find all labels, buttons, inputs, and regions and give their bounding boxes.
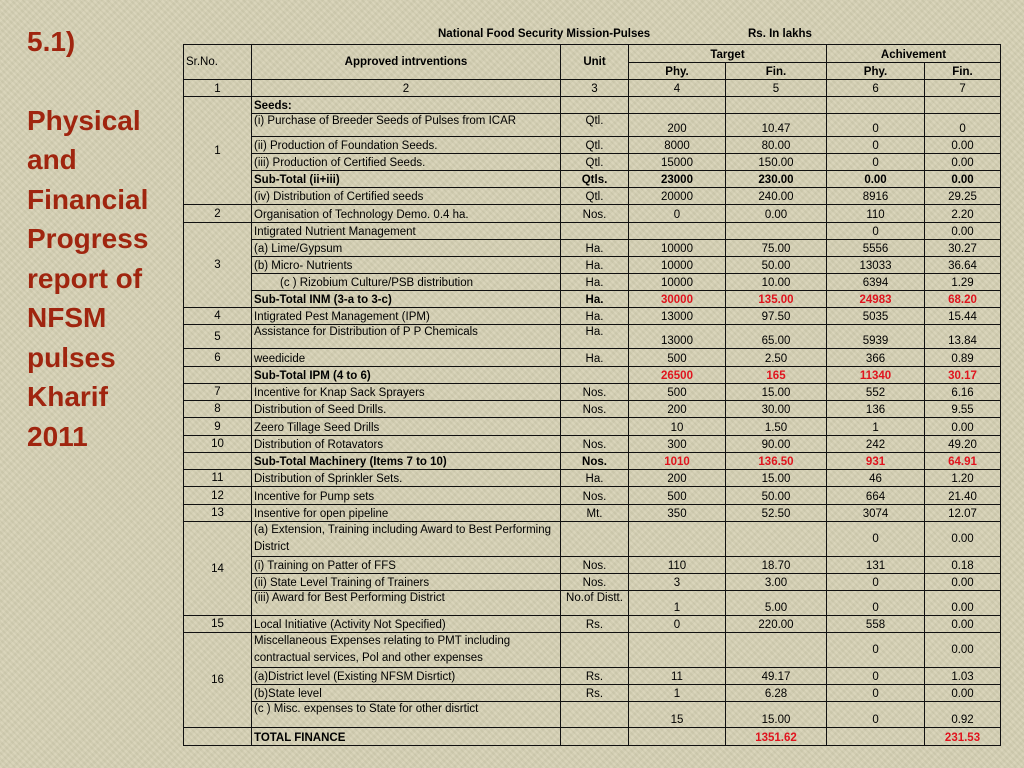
table-caption xyxy=(183,26,1000,44)
intervention-cell: Sub-Total Machinery (Items 7 to 10) xyxy=(252,453,561,470)
unit-cell xyxy=(561,522,629,557)
target-phy-cell: 23000 xyxy=(629,171,726,188)
intervention-cell: Organisation of Technology Demo. 0.4 ha. xyxy=(252,205,561,223)
header-target-phy: Phy. xyxy=(629,63,726,80)
intervention-cell: (iii) Award for Best Performing District xyxy=(252,591,561,616)
unit-cell: Nos. xyxy=(561,401,629,418)
table-row xyxy=(184,591,1001,616)
ach-phy-cell: 242 xyxy=(827,436,925,453)
intervention-cell: Seeds: xyxy=(252,97,561,114)
unit-cell: Nos. xyxy=(561,436,629,453)
ach-phy-cell: 6394 xyxy=(827,274,925,291)
unit-note: Rs. In lakhs xyxy=(748,28,812,40)
sr-no-cell: 4 xyxy=(184,308,252,325)
title-line: 2011 xyxy=(27,420,88,452)
target-phy-cell: 1010 xyxy=(629,453,726,470)
ach-fin-cell: 29.25 xyxy=(925,188,1001,205)
ach-phy-cell xyxy=(827,97,925,114)
target-phy-cell: 3 xyxy=(629,574,726,591)
target-fin-cell: 75.00 xyxy=(726,240,827,257)
table-row xyxy=(184,308,1001,325)
target-fin-cell: 80.00 xyxy=(726,137,827,154)
target-fin-cell: 0.00 xyxy=(726,205,827,223)
total-ach-phy-cell xyxy=(827,728,925,746)
sr-no-cell: 3 xyxy=(184,223,252,308)
unit-cell: Ha. xyxy=(561,470,629,487)
ach-fin-cell: 68.20 xyxy=(925,291,1001,308)
target-fin-cell: 2.50 xyxy=(726,349,827,367)
total-target-fin: 1351.62 xyxy=(726,728,827,746)
target-fin-cell xyxy=(726,223,827,240)
target-phy-cell: 110 xyxy=(629,557,726,574)
header-ach-fin: Fin. xyxy=(925,63,1001,80)
unit-cell: Rs. xyxy=(561,685,629,702)
ach-phy-cell: 13033 xyxy=(827,257,925,274)
unit-cell: Ha. xyxy=(561,274,629,291)
target-phy-cell: 11 xyxy=(629,668,726,685)
table-row xyxy=(184,418,1001,436)
unit-cell: Nos. xyxy=(561,453,629,470)
ach-fin-cell xyxy=(925,97,1001,114)
target-phy-cell: 200 xyxy=(629,114,726,137)
title-line: Kharif xyxy=(27,381,108,412)
unit-cell: Ha. xyxy=(561,257,629,274)
target-fin-cell: 240.00 xyxy=(726,188,827,205)
total-srno-cell xyxy=(184,728,252,746)
target-fin-cell: 136.50 xyxy=(726,453,827,470)
table-row xyxy=(184,154,1001,171)
target-fin-cell: 165 xyxy=(726,367,827,384)
title-line: NFSM xyxy=(27,302,107,333)
ach-fin-cell: 0.00 xyxy=(925,685,1001,702)
intervention-cell: (iv) Distribution of Certified seeds xyxy=(252,188,561,205)
unit-cell xyxy=(561,367,629,384)
unit-cell xyxy=(561,702,629,728)
table-row xyxy=(184,616,1001,633)
target-fin-cell: 5.00 xyxy=(726,591,827,616)
table-row xyxy=(184,205,1001,223)
unit-cell: Rs. xyxy=(561,616,629,633)
ach-phy-cell: 0 xyxy=(827,522,925,557)
header-achievement: Achivement xyxy=(827,45,1001,63)
intervention-cell: Distribution of Rotavators xyxy=(252,436,561,453)
total-row xyxy=(184,728,1001,746)
unit-cell: Nos. xyxy=(561,205,629,223)
ach-phy-cell: 0 xyxy=(827,574,925,591)
ach-fin-cell: 1.29 xyxy=(925,274,1001,291)
target-fin-cell: 10.47 xyxy=(726,114,827,137)
col-number: 2 xyxy=(252,80,561,97)
table-row xyxy=(184,257,1001,274)
ach-phy-cell: 0 xyxy=(827,137,925,154)
table-row xyxy=(184,436,1001,453)
ach-phy-cell: 131 xyxy=(827,557,925,574)
ach-fin-cell: 64.91 xyxy=(925,453,1001,470)
target-phy-cell: 26500 xyxy=(629,367,726,384)
target-fin-cell: 49.17 xyxy=(726,668,827,685)
total-ach-fin: 231.53 xyxy=(925,728,1001,746)
sr-no-cell: 13 xyxy=(184,505,252,522)
unit-cell: Rs. xyxy=(561,668,629,685)
target-phy-cell: 500 xyxy=(629,487,726,505)
intervention-cell: Distribution of Seed Drills. xyxy=(252,401,561,418)
unit-cell: Qtl. xyxy=(561,154,629,171)
unit-cell xyxy=(561,633,629,668)
col-number: 6 xyxy=(827,80,925,97)
ach-phy-cell: 46 xyxy=(827,470,925,487)
unit-cell: Ha. xyxy=(561,240,629,257)
target-phy-cell: 13000 xyxy=(629,308,726,325)
sr-no-cell: 2 xyxy=(184,205,252,223)
unit-cell: Ha. xyxy=(561,325,629,349)
target-phy-cell: 0 xyxy=(629,616,726,633)
unit-cell: Qtls. xyxy=(561,171,629,188)
ach-fin-cell: 0.92 xyxy=(925,702,1001,728)
title-line: Physical xyxy=(27,104,141,136)
target-phy-cell xyxy=(629,223,726,240)
ach-phy-cell: 0 xyxy=(827,223,925,240)
intervention-cell: (a) Extension, Training including Award to Best Performing District xyxy=(252,522,561,557)
sr-no-cell: 11 xyxy=(184,470,252,487)
target-fin-cell: 10.00 xyxy=(726,274,827,291)
target-fin-cell: 150.00 xyxy=(726,154,827,171)
target-phy-cell: 15000 xyxy=(629,154,726,171)
total-unit-cell xyxy=(561,728,629,746)
ach-phy-cell: 664 xyxy=(827,487,925,505)
intervention-cell: Sub-Total IPM (4 to 6) xyxy=(252,367,561,384)
ach-fin-cell: 0.00 xyxy=(925,154,1001,171)
ach-fin-cell: 0 xyxy=(925,114,1001,137)
table-row xyxy=(184,349,1001,367)
ach-fin-cell: 12.07 xyxy=(925,505,1001,522)
ach-fin-cell: 0.00 xyxy=(925,171,1001,188)
table-row xyxy=(184,223,1001,240)
intervention-cell: (iii) Production of Certified Seeds. xyxy=(252,154,561,171)
ach-fin-cell: 0.00 xyxy=(925,522,1001,557)
table-row xyxy=(184,384,1001,401)
intervention-cell: Assistance for Distribution of P P Chemicals xyxy=(252,325,561,349)
ach-fin-cell: 15.44 xyxy=(925,308,1001,325)
sr-no-cell: 16 xyxy=(184,633,252,728)
ach-fin-cell: 0.18 xyxy=(925,557,1001,574)
sr-no-cell xyxy=(184,453,252,470)
ach-phy-cell: 0 xyxy=(827,702,925,728)
unit-cell xyxy=(561,97,629,114)
table-row xyxy=(184,453,1001,470)
ach-phy-cell: 0 xyxy=(827,633,925,668)
ach-fin-cell: 0.00 xyxy=(925,591,1001,616)
ach-phy-cell: 11340 xyxy=(827,367,925,384)
target-phy-cell: 8000 xyxy=(629,137,726,154)
intervention-cell: weedicide xyxy=(252,349,561,367)
table-row xyxy=(184,171,1001,188)
target-fin-cell: 30.00 xyxy=(726,401,827,418)
ach-fin-cell: 0.89 xyxy=(925,349,1001,367)
ach-fin-cell: 49.20 xyxy=(925,436,1001,453)
ach-fin-cell: 2.20 xyxy=(925,205,1001,223)
ach-fin-cell: 6.16 xyxy=(925,384,1001,401)
unit-cell: Nos. xyxy=(561,384,629,401)
col-number: 4 xyxy=(629,80,726,97)
title-line: pulses xyxy=(27,341,116,373)
target-fin-cell: 1.50 xyxy=(726,418,827,436)
target-fin-cell: 15.00 xyxy=(726,384,827,401)
ach-phy-cell: 0 xyxy=(827,154,925,171)
ach-fin-cell: 13.84 xyxy=(925,325,1001,349)
table-row xyxy=(184,97,1001,114)
intervention-cell: Insentive for open pipeline xyxy=(252,505,561,522)
ach-phy-cell: 558 xyxy=(827,616,925,633)
unit-cell: Qtl. xyxy=(561,188,629,205)
header-target: Target xyxy=(629,45,827,63)
table-row xyxy=(184,702,1001,728)
ach-phy-cell: 5939 xyxy=(827,325,925,349)
unit-cell: Nos. xyxy=(561,574,629,591)
ach-phy-cell: 0 xyxy=(827,591,925,616)
ach-fin-cell: 9.55 xyxy=(925,401,1001,418)
sr-no-cell: 7 xyxy=(184,384,252,401)
target-phy-cell: 500 xyxy=(629,349,726,367)
table-row xyxy=(184,487,1001,505)
intervention-cell: (ii) State Level Training of Trainers xyxy=(252,574,561,591)
target-fin-cell: 18.70 xyxy=(726,557,827,574)
unit-cell: Ha. xyxy=(561,349,629,367)
sr-no-cell: 1 xyxy=(184,97,252,205)
intervention-cell: (i) Training on Patter of FFS xyxy=(252,557,561,574)
header-srno: Sr.No. xyxy=(184,45,252,80)
table-row xyxy=(184,325,1001,349)
unit-cell: Mt. xyxy=(561,505,629,522)
ach-fin-cell: 30.17 xyxy=(925,367,1001,384)
target-phy-cell: 10 xyxy=(629,418,726,436)
title-line: Financial xyxy=(27,183,149,215)
intervention-cell: Miscellaneous Expenses relating to PMT including contractual services, Pol and other expenses xyxy=(252,633,561,668)
title-line: and xyxy=(27,144,77,175)
unit-cell: Qtl. xyxy=(561,137,629,154)
unit-cell: Ha. xyxy=(561,291,629,308)
target-fin-cell xyxy=(726,522,827,557)
intervention-cell: Incentive for Knap Sack Sprayers xyxy=(252,384,561,401)
ach-phy-cell: 8916 xyxy=(827,188,925,205)
intervention-cell: Incentive for Pump sets xyxy=(252,487,561,505)
target-fin-cell: 135.00 xyxy=(726,291,827,308)
title-line: report of xyxy=(27,262,143,294)
target-phy-cell: 20000 xyxy=(629,188,726,205)
target-phy-cell: 1 xyxy=(629,591,726,616)
target-fin-cell: 90.00 xyxy=(726,436,827,453)
title-line: Progress xyxy=(27,223,149,254)
table-row xyxy=(184,522,1001,557)
sr-no-cell: 9 xyxy=(184,418,252,436)
target-fin-cell xyxy=(726,633,827,668)
intervention-cell: Sub-Total (ii+iii) xyxy=(252,171,561,188)
ach-phy-cell: 110 xyxy=(827,205,925,223)
target-phy-cell: 10000 xyxy=(629,240,726,257)
table-row xyxy=(184,367,1001,384)
target-fin-cell: 3.00 xyxy=(726,574,827,591)
intervention-cell: (a) Lime/Gypsum xyxy=(252,240,561,257)
sr-no-cell: 5 xyxy=(184,325,252,349)
target-phy-cell xyxy=(629,97,726,114)
sr-no-cell: 8 xyxy=(184,401,252,418)
ach-fin-cell: 0.00 xyxy=(925,418,1001,436)
intervention-cell: Sub-Total INM (3-a to 3-c) xyxy=(252,291,561,308)
unit-cell: Nos. xyxy=(561,557,629,574)
target-fin-cell: 50.00 xyxy=(726,487,827,505)
target-phy-cell: 30000 xyxy=(629,291,726,308)
target-phy-cell xyxy=(629,522,726,557)
intervention-cell: Intigrated Nutrient Management xyxy=(252,223,561,240)
ach-phy-cell: 0.00 xyxy=(827,171,925,188)
unit-cell xyxy=(561,418,629,436)
target-fin-cell: 15.00 xyxy=(726,702,827,728)
sr-no-cell xyxy=(184,367,252,384)
sr-no-cell: 6 xyxy=(184,349,252,367)
target-fin-cell: 65.00 xyxy=(726,325,827,349)
ach-fin-cell: 36.64 xyxy=(925,257,1001,274)
ach-fin-cell: 0.00 xyxy=(925,633,1001,668)
intervention-cell: (ii) Production of Foundation Seeds. xyxy=(252,137,561,154)
intervention-cell: (b)State level xyxy=(252,685,561,702)
table-row xyxy=(184,114,1001,137)
table-row xyxy=(184,470,1001,487)
ach-fin-cell: 21.40 xyxy=(925,487,1001,505)
unit-cell: Ha. xyxy=(561,308,629,325)
ach-phy-cell: 366 xyxy=(827,349,925,367)
intervention-cell: Zeero Tillage Seed Drills xyxy=(252,418,561,436)
col-number: 7 xyxy=(925,80,1001,97)
table-row xyxy=(184,240,1001,257)
table-row xyxy=(184,685,1001,702)
target-phy-cell: 350 xyxy=(629,505,726,522)
unit-cell xyxy=(561,223,629,240)
sr-no-cell: 14 xyxy=(184,522,252,616)
table-row xyxy=(184,401,1001,418)
target-phy-cell: 10000 xyxy=(629,257,726,274)
intervention-cell: Intigrated Pest Management (IPM) xyxy=(252,308,561,325)
ach-phy-cell: 5035 xyxy=(827,308,925,325)
table-row xyxy=(184,668,1001,685)
target-fin-cell: 52.50 xyxy=(726,505,827,522)
table-row xyxy=(184,291,1001,308)
sr-no-cell: 10 xyxy=(184,436,252,453)
ach-fin-cell: 0.00 xyxy=(925,574,1001,591)
target-fin-cell: 50.00 xyxy=(726,257,827,274)
ach-fin-cell: 1.20 xyxy=(925,470,1001,487)
intervention-cell: (c ) Rizobium Culture/PSB distribution xyxy=(252,274,561,291)
column-number-row xyxy=(184,80,1001,97)
table-row xyxy=(184,137,1001,154)
intervention-cell: Local Initiative (Activity Not Specified) xyxy=(252,616,561,633)
target-phy-cell: 13000 xyxy=(629,325,726,349)
header-interventions: Approved intrventions xyxy=(252,45,561,80)
table-row xyxy=(184,274,1001,291)
table-row xyxy=(184,574,1001,591)
ach-phy-cell: 1 xyxy=(827,418,925,436)
table-row xyxy=(184,633,1001,668)
ach-phy-cell: 0 xyxy=(827,685,925,702)
unit-cell: Qtl. xyxy=(561,114,629,137)
unit-cell: No.of Distt. xyxy=(561,591,629,616)
header-ach-phy: Phy. xyxy=(827,63,925,80)
ach-phy-cell: 136 xyxy=(827,401,925,418)
target-phy-cell: 300 xyxy=(629,436,726,453)
intervention-cell: Distribution of Sprinkler Sets. xyxy=(252,470,561,487)
target-fin-cell: 15.00 xyxy=(726,470,827,487)
slide-number: 5.1) xyxy=(27,26,76,57)
target-fin-cell: 97.50 xyxy=(726,308,827,325)
col-number: 1 xyxy=(184,80,252,97)
ach-fin-cell: 30.27 xyxy=(925,240,1001,257)
target-fin-cell: 6.28 xyxy=(726,685,827,702)
ach-phy-cell: 3074 xyxy=(827,505,925,522)
intervention-cell: (b) Micro- Nutrients xyxy=(252,257,561,274)
header-unit: Unit xyxy=(561,45,629,80)
ach-phy-cell: 0 xyxy=(827,668,925,685)
target-phy-cell xyxy=(629,633,726,668)
sr-no-cell: 12 xyxy=(184,487,252,505)
target-fin-cell: 230.00 xyxy=(726,171,827,188)
target-phy-cell: 200 xyxy=(629,470,726,487)
total-target-phy-cell xyxy=(629,728,726,746)
scheme-title: National Food Security Mission-Pulses xyxy=(438,28,651,40)
ach-fin-cell: 0.00 xyxy=(925,616,1001,633)
unit-cell: Nos. xyxy=(561,487,629,505)
ach-phy-cell: 0 xyxy=(827,114,925,137)
target-phy-cell: 500 xyxy=(629,384,726,401)
table-row xyxy=(184,188,1001,205)
target-phy-cell: 200 xyxy=(629,401,726,418)
progress-table xyxy=(183,44,1001,746)
target-phy-cell: 1 xyxy=(629,685,726,702)
ach-phy-cell: 931 xyxy=(827,453,925,470)
target-phy-cell: 15 xyxy=(629,702,726,728)
col-number: 5 xyxy=(726,80,827,97)
ach-fin-cell: 1.03 xyxy=(925,668,1001,685)
total-label: TOTAL FINANCE xyxy=(252,728,561,746)
header-target-fin: Fin. xyxy=(726,63,827,80)
intervention-cell: (a)District level (Existing NFSM Disrtict) xyxy=(252,668,561,685)
ach-phy-cell: 24983 xyxy=(827,291,925,308)
sr-no-cell: 15 xyxy=(184,616,252,633)
table-row xyxy=(184,557,1001,574)
ach-fin-cell: 0.00 xyxy=(925,223,1001,240)
intervention-cell: (c ) Misc. expenses to State for other disrtict xyxy=(252,702,561,728)
target-phy-cell: 0 xyxy=(629,205,726,223)
target-fin-cell xyxy=(726,97,827,114)
slide-heading xyxy=(27,22,177,456)
intervention-cell: (i) Purchase of Breeder Seeds of Pulses from ICAR xyxy=(252,114,561,137)
target-fin-cell: 220.00 xyxy=(726,616,827,633)
table-row xyxy=(184,505,1001,522)
ach-phy-cell: 5556 xyxy=(827,240,925,257)
ach-fin-cell: 0.00 xyxy=(925,137,1001,154)
col-number: 3 xyxy=(561,80,629,97)
ach-phy-cell: 552 xyxy=(827,384,925,401)
header-row xyxy=(184,45,1001,63)
target-phy-cell: 10000 xyxy=(629,274,726,291)
